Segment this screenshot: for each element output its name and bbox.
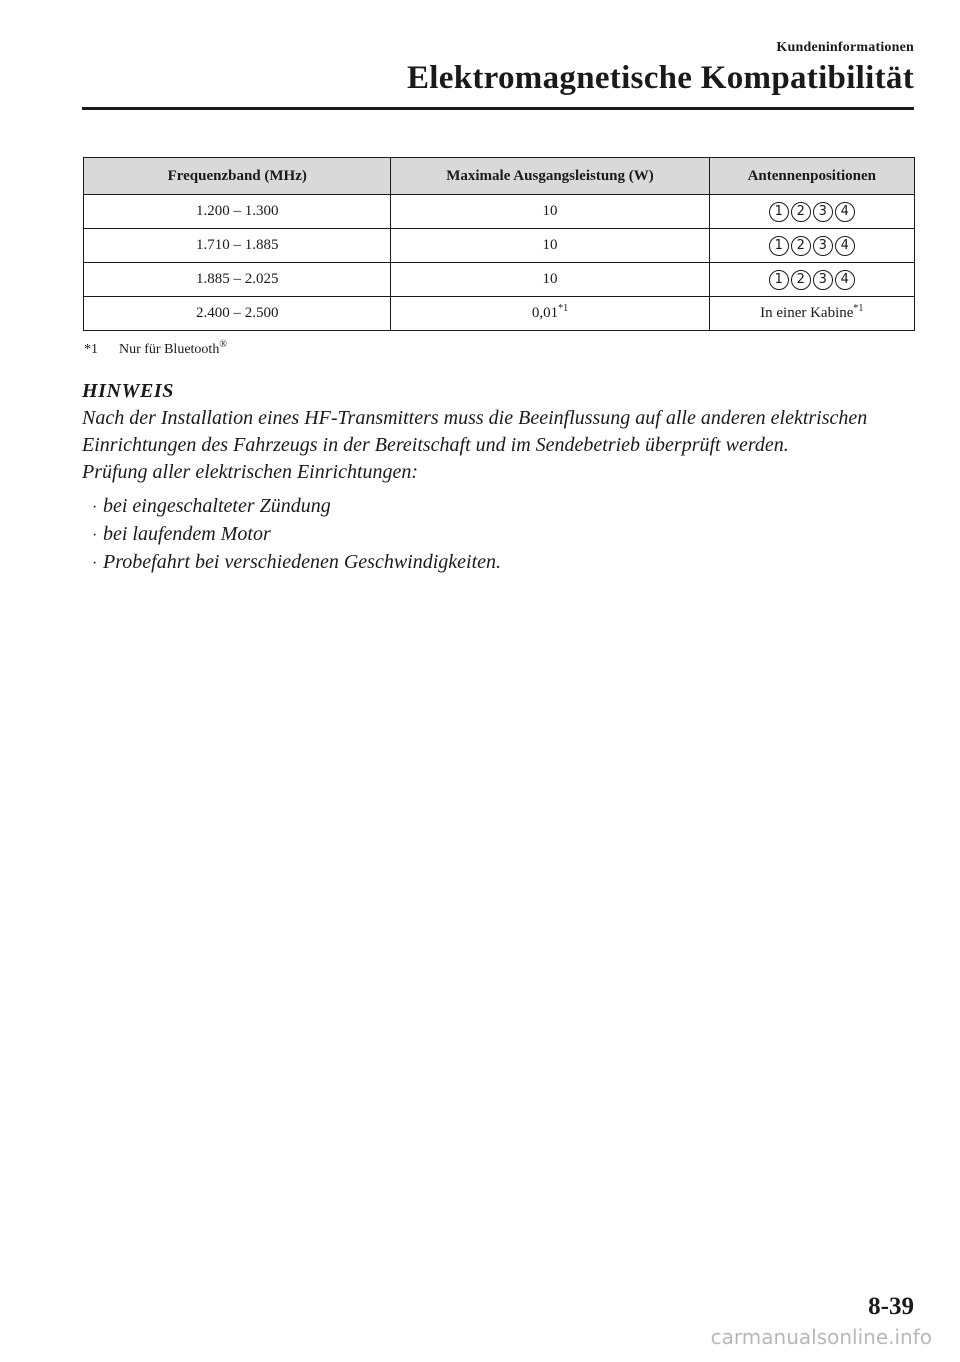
- footnote-number: *1: [84, 342, 98, 357]
- circled-number: 2: [791, 270, 811, 290]
- circled-number: 4: [835, 236, 855, 256]
- band-cell: 1.200 – 1.300: [84, 195, 391, 229]
- power-cell: 10: [391, 195, 709, 229]
- power-value: 0,01: [531, 305, 559, 321]
- circled-number: 3: [813, 236, 833, 256]
- bullet-glyph: ·: [92, 555, 98, 572]
- circled-number: 3: [813, 270, 833, 290]
- list-item: · Probefahrt bei verschiedenen Geschwindigkeiten.: [92, 549, 918, 577]
- positions-text: In einer Kabine: [760, 305, 854, 321]
- list-item: · bei eingeschalteter Zündung: [92, 493, 918, 521]
- note-paragraph: Nach der Installation eines HF-Transmitters muss die Beeinflussung auf alle anderen elektrischen Einrichtungen des Fahrzeugs in der Bereitschaft und im Sendebetrieb überprüft werden.: [82, 407, 868, 456]
- note-intro: Prüfung aller elektrischen Einrichtungen:: [82, 461, 419, 483]
- table-row: [84, 297, 915, 331]
- circled-number: 3: [813, 202, 833, 222]
- circled-number: 1: [769, 236, 789, 256]
- column-header-positions: Antennenpositionen: [709, 158, 914, 195]
- page-header: [82, 40, 914, 98]
- band-cell: 1.710 – 1.885: [84, 229, 391, 263]
- watermark: carmanualsonline.info: [710, 1325, 932, 1349]
- section-label: Kundeninformationen: [776, 40, 914, 55]
- circled-number: 1: [769, 270, 789, 290]
- note-list: [82, 493, 918, 577]
- footnote-text: Nur für Bluetooth: [119, 342, 220, 357]
- positions-cell: [709, 297, 914, 331]
- registered-mark: ®: [219, 339, 227, 350]
- circled-number: 2: [791, 236, 811, 256]
- note-heading: HINWEIS: [82, 380, 175, 402]
- circled-number: 2: [791, 202, 811, 222]
- list-item: · bei laufendem Motor: [92, 521, 918, 549]
- table-row: [84, 229, 915, 263]
- header-rule: [82, 107, 914, 110]
- bullet-glyph: ·: [92, 499, 98, 516]
- circled-number: 1: [769, 202, 789, 222]
- power-cell: [391, 297, 709, 331]
- table-row: [84, 263, 915, 297]
- frequency-table: [83, 157, 915, 331]
- power-cell: 10: [391, 229, 709, 263]
- circled-number: 4: [835, 202, 855, 222]
- column-header-power: Maximale Ausgangsleistung (W): [391, 158, 709, 195]
- table-row: [84, 195, 915, 229]
- footnote: [84, 339, 227, 358]
- table-header-row: [84, 158, 915, 195]
- positions-cell: [709, 229, 914, 263]
- positions-cell: [709, 195, 914, 229]
- band-cell: 2.400 – 2.500: [84, 297, 391, 331]
- footnote-mark: *1: [558, 303, 569, 314]
- column-header-band: Frequenzband (MHz): [84, 158, 391, 195]
- page-number: 8-39: [868, 1293, 914, 1320]
- band-cell: 1.885 – 2.025: [84, 263, 391, 297]
- footnote-mark: *1: [853, 303, 864, 314]
- power-cell: 10: [391, 263, 709, 297]
- positions-cell: [709, 263, 914, 297]
- page-title: Elektromagnetische Kompatibilität: [406, 60, 914, 96]
- note-block: [82, 378, 918, 577]
- bullet-glyph: ·: [92, 527, 98, 544]
- circled-number: 4: [835, 270, 855, 290]
